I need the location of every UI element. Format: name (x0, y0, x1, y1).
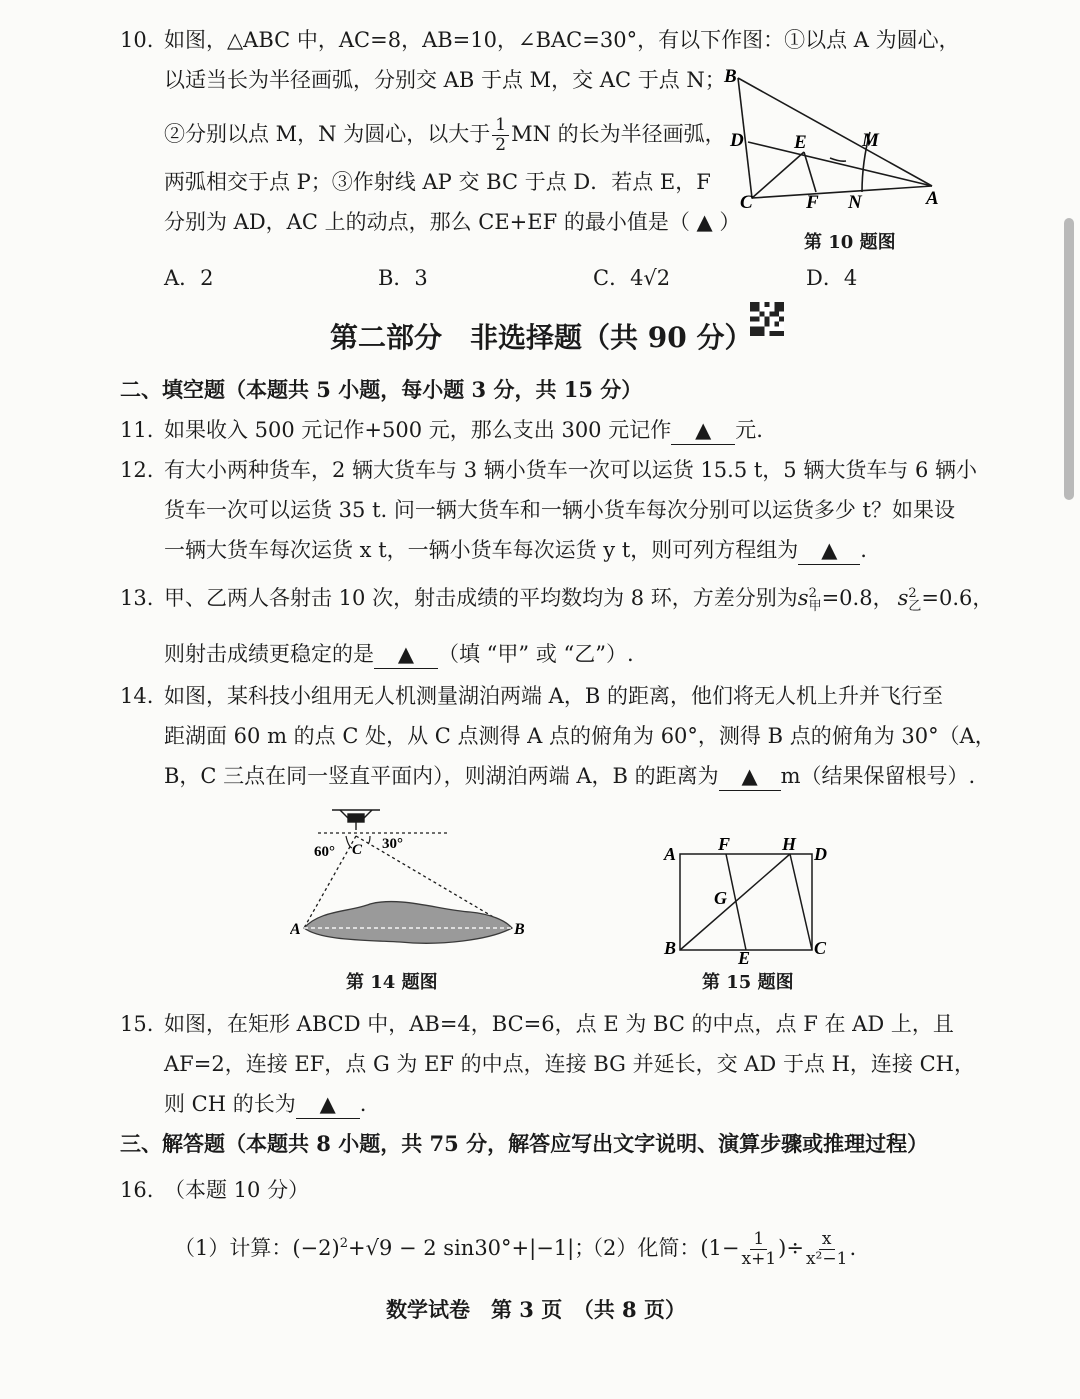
q13-number: 13. (120, 586, 154, 610)
q14-line-2: 距湖面 60 m 的点 C 处，从 C 点测得 A 点的俯角为 60°，测得 B 点的俯角为 30°（A， (164, 724, 996, 748)
q15-label-C: C (814, 938, 827, 958)
q15-label-F: F (718, 834, 731, 854)
q16-p2-a: （2）化简：(1− (582, 1236, 740, 1260)
q10-label-C: C (740, 192, 753, 213)
q15-label-A: A (664, 844, 677, 864)
q10-label-E: E (794, 132, 807, 153)
q12-text-b: . (860, 538, 867, 562)
page-footer: 数学试卷 第 3 页 （共 8 页） (386, 1297, 686, 1322)
q11-text-a: 如果收入 500 元记作+500 元，那么支出 300 元记作 (164, 418, 672, 442)
q10-line-3a: ②分别以点 M，N 为圆心，以大于 (164, 122, 491, 146)
q14-line-1: 如图，某科技小组用无人机测量湖泊两端 A，B 的距离，他们将无人机上升并飞行至 (164, 684, 943, 708)
q15-label-B: B (664, 938, 677, 958)
s-symbol: s (897, 586, 909, 610)
q10-line-2: 以适当长为半径画弧，分别交 AB 于点 M，交 AC 于点 N； (164, 68, 726, 92)
q16-p2-b: )÷ (778, 1236, 804, 1260)
q15-label-H: H (782, 834, 797, 854)
q12-line-2: 货车一次可以运货 35 t. 问一辆大货车和一辆小货车每次分别可以运货多少 t？如果设 (164, 498, 955, 522)
q16-number: 16. (120, 1178, 154, 1202)
lake-shape (304, 902, 512, 944)
q10-option-b: B．3 (378, 266, 428, 290)
q16-part-1 (174, 1230, 595, 1262)
q15-answer-blank[interactable]: ▲ (296, 1090, 360, 1119)
frac-numerator: 1 (750, 1230, 767, 1250)
q14-figure-caption: 第 14 题图 (346, 972, 438, 993)
q15-line-2: AF=2，连接 EF，点 G 为 EF 的中点，连接 BG 并延长，交 AD 于点 H，连接 CH， (164, 1052, 975, 1076)
s-symbol: s (797, 586, 809, 610)
q15-line-3 (164, 1090, 366, 1119)
q16-fraction-2 (806, 1230, 847, 1269)
q16-p1-a: （1）计算：(−2) (174, 1236, 340, 1260)
q10-figure-caption: 第 10 题图 (804, 232, 896, 253)
q10-line-1: 如图，△ABC 中，AC=8，AB=10，∠BAC=30°，有以下作图：①以点 A 为圆心， (164, 28, 960, 52)
q15-text-a: 则 CH 的长为 (164, 1092, 296, 1116)
qr-code-icon (750, 302, 784, 336)
q15-label-G: G (714, 888, 727, 908)
part2-title: 第二部分 非选择题（共 90 分） (330, 321, 753, 354)
frac-numerator: 1 (492, 116, 509, 136)
q13-text-a: 甲、乙两人各射击 10 次，射击成绩的平均数均为 8 环，方差分别为 (164, 586, 798, 610)
sup: 2 (808, 585, 817, 601)
q10-label-M: M (862, 130, 879, 151)
q12-number: 12. (120, 458, 154, 482)
q15-text-b: . (359, 1092, 367, 1116)
q10-label-N: N (848, 192, 862, 213)
q14-number: 14. (120, 684, 154, 708)
q15-figure-caption: 第 15 题图 (702, 972, 794, 993)
q11-line (164, 416, 763, 445)
sub: 乙 (908, 598, 922, 614)
q12-answer-blank[interactable]: ▲ (798, 536, 860, 565)
q16-head: （本题 10 分） (164, 1178, 310, 1202)
q14-angle-60: 60° (314, 844, 335, 860)
q15-number: 15. (120, 1012, 154, 1036)
q10-number: 10. (120, 28, 154, 52)
q14-text-b: m（结果保留根号）. (780, 764, 976, 788)
q11-number: 11. (120, 418, 154, 442)
q10-label-A: A (926, 188, 939, 209)
q14-figure (290, 800, 530, 945)
q14-text-a: B，C 三点在同一竖直平面内），则湖泊两端 A，B 的距离为 (164, 764, 719, 788)
q12-line-1: 有大小两种货车，2 辆大货车与 3 辆小货车一次可以运货 15.5 t，5 辆大货车与 6 辆小 (164, 458, 978, 482)
q10-figure (720, 62, 950, 222)
q11-answer-blank[interactable]: ▲ (671, 416, 735, 445)
q13-answer-blank[interactable]: ▲ (374, 640, 438, 669)
q10-label-B: B (724, 66, 737, 87)
q13-value-2: =0.6， (921, 586, 994, 610)
q10-option-a: A．2 (164, 266, 214, 290)
q14-line-3 (164, 762, 975, 791)
q16-p2-c: . (849, 1236, 857, 1260)
q10-label-F: F (806, 192, 819, 213)
q13-line-2 (164, 640, 634, 669)
q10-line-3 (164, 116, 726, 155)
q14-label-A: A (290, 921, 301, 938)
q13-value-1: =0.8， (821, 586, 894, 610)
q10-fraction-half (492, 116, 509, 155)
q14-answer-blank[interactable]: ▲ (719, 762, 781, 791)
q12-text-a: 一辆大货车每次运货 x t，一辆小货车每次运货 y t，则可列方程组为 (164, 538, 799, 562)
q11-text-b: 元. (735, 418, 763, 442)
frac-denominator: 2 (495, 135, 507, 155)
q10-line-3b: MN 的长为半径画弧， (511, 122, 726, 146)
q15-label-D: D (814, 844, 827, 864)
sup: 2 (908, 585, 917, 601)
q13-variance-2 (897, 585, 922, 614)
drone-icon (332, 810, 380, 830)
q16-part-2 (582, 1230, 856, 1269)
q10-option-d: D．4 (806, 266, 858, 290)
q16-p1-sup: 2 (339, 1236, 348, 1251)
q10-label-D: D (730, 130, 744, 151)
q13-variance-1 (797, 585, 822, 614)
section2-title: 二、填空题（本题共 5 小题，每小题 3 分，共 15 分） (120, 377, 643, 402)
q13-text-c: 则射击成绩更稳定的是 (164, 642, 374, 666)
q15-label-E: E (738, 948, 751, 965)
q14-label-B: B (514, 921, 525, 938)
scrollbar-thumb[interactable] (1064, 218, 1074, 500)
q16-p1-b: +√9 − 2 sin30°+|−1|； (347, 1236, 596, 1260)
frac-denominator: x+1 (741, 1249, 777, 1269)
q14-label-C: C (352, 842, 363, 858)
q15-line-1: 如图，在矩形 ABCD 中，AB=4，BC=6，点 E 为 BC 的中点，点 F 在 AD 上，且 (164, 1012, 954, 1036)
q13-line-1 (164, 584, 993, 613)
q16-fraction-1 (742, 1230, 777, 1269)
section3-title: 三、解答题（本题共 8 小题，共 75 分，解答应写出文字说明、演算步骤或推理过程） (120, 1131, 929, 1156)
frac-numerator: x (819, 1230, 835, 1250)
q14-angle-30: 30° (382, 836, 403, 852)
q10-option-c: C．4√2 (593, 266, 671, 290)
q10-line-5: 分别为 AD，AC 上的动点，那么 CE+EF 的最小值是（ ▲ ） (164, 210, 741, 234)
sub: 甲 (808, 598, 822, 614)
q10-line-4: 两弧相交于点 P；③作射线 AP 交 BC 于点 D．若点 E，F (164, 170, 711, 194)
frac-denominator: x²−1 (805, 1249, 848, 1269)
q13-text-d: （填 “甲” 或 “乙”）. (438, 642, 634, 666)
q15-figure (660, 830, 840, 965)
q12-line-3 (164, 536, 867, 565)
